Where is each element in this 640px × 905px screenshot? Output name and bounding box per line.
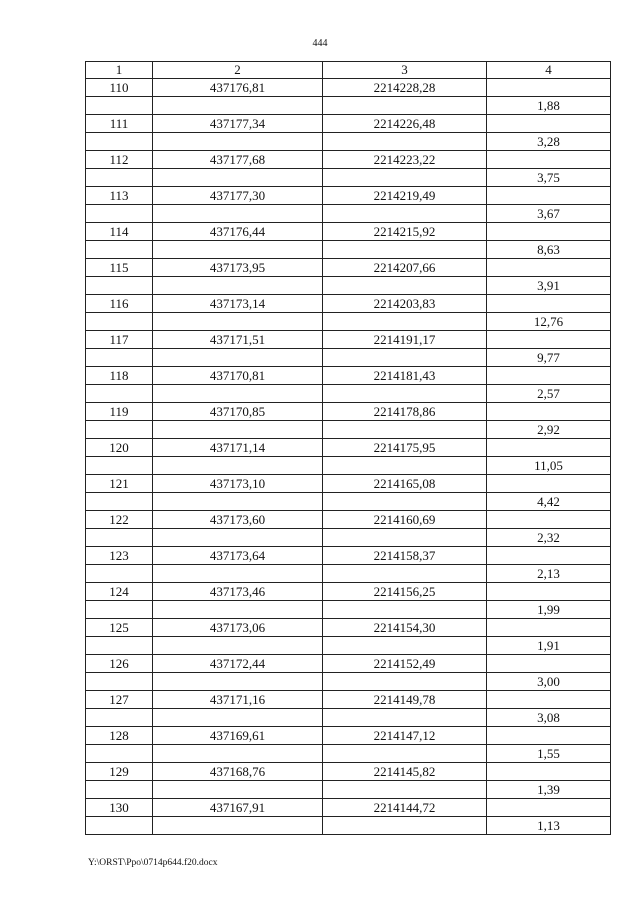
table-row [86, 385, 611, 403]
table-row [86, 313, 611, 331]
table-cell: 437169,61 [153, 727, 323, 745]
table-cell: 123 [86, 547, 153, 565]
table-cell [323, 205, 487, 223]
table-cell [487, 295, 611, 313]
table-row [86, 367, 611, 385]
table-cell: 437177,34 [153, 115, 323, 133]
table-cell: 2214228,28 [323, 79, 487, 97]
column-header: 1 [86, 62, 153, 79]
table-cell [153, 241, 323, 259]
table-cell: 2,32 [487, 529, 611, 547]
table-cell [153, 277, 323, 295]
table-cell: 2214144,72 [323, 799, 487, 817]
table-cell: 1,13 [487, 817, 611, 835]
table-cell: 112 [86, 151, 153, 169]
table-cell [487, 187, 611, 205]
table-cell [153, 97, 323, 115]
table-cell [86, 133, 153, 151]
table-cell: 2214226,48 [323, 115, 487, 133]
table-cell: 120 [86, 439, 153, 457]
table-cell: 2214160,69 [323, 511, 487, 529]
table-cell [323, 385, 487, 403]
table-cell: 117 [86, 331, 153, 349]
table-row [86, 151, 611, 169]
table-cell [153, 313, 323, 331]
table-row [86, 799, 611, 817]
table-row [86, 511, 611, 529]
table-row [86, 169, 611, 187]
table-cell: 110 [86, 79, 153, 97]
table-cell [323, 709, 487, 727]
table-cell: 119 [86, 403, 153, 421]
table-cell: 2214178,86 [323, 403, 487, 421]
table-cell [86, 277, 153, 295]
table-cell: 437176,81 [153, 79, 323, 97]
table-cell [487, 331, 611, 349]
table-row [86, 547, 611, 565]
table-row [86, 691, 611, 709]
table-cell [323, 457, 487, 475]
table-row [86, 493, 611, 511]
table-cell [153, 673, 323, 691]
table-body [86, 79, 611, 835]
table-cell: 118 [86, 367, 153, 385]
table-cell [323, 313, 487, 331]
table-cell [487, 79, 611, 97]
table-cell [323, 241, 487, 259]
table-cell [153, 529, 323, 547]
table-cell: 2,92 [487, 421, 611, 439]
table-cell [153, 169, 323, 187]
table-cell [487, 115, 611, 133]
table-cell [323, 421, 487, 439]
table-cell: 437168,76 [153, 763, 323, 781]
table-cell [153, 709, 323, 727]
table-cell: 4,42 [487, 493, 611, 511]
table-cell [323, 565, 487, 583]
table-cell [487, 547, 611, 565]
table-cell [86, 709, 153, 727]
table-cell [86, 601, 153, 619]
table-cell [86, 529, 153, 547]
table-cell: 2214175,95 [323, 439, 487, 457]
column-header: 4 [487, 62, 611, 79]
table-cell: 437173,64 [153, 547, 323, 565]
table-header-row [86, 62, 611, 79]
table-cell: 1,91 [487, 637, 611, 655]
table-row [86, 295, 611, 313]
table-cell [86, 385, 153, 403]
table-row [86, 817, 611, 835]
table-cell [153, 349, 323, 367]
table-cell: 2,57 [487, 385, 611, 403]
table-cell [487, 691, 611, 709]
table-cell [86, 637, 153, 655]
table-cell: 437177,68 [153, 151, 323, 169]
table-cell [323, 529, 487, 547]
table-cell: 2214152,49 [323, 655, 487, 673]
table-cell [487, 799, 611, 817]
coordinates-table [85, 61, 611, 835]
table-cell: 3,91 [487, 277, 611, 295]
table-row [86, 475, 611, 493]
table-cell: 127 [86, 691, 153, 709]
table-row [86, 79, 611, 97]
table-cell: 437173,10 [153, 475, 323, 493]
table-cell: 126 [86, 655, 153, 673]
table-cell [153, 421, 323, 439]
table-cell: 130 [86, 799, 153, 817]
table-row [86, 223, 611, 241]
table-cell: 111 [86, 115, 153, 133]
table-cell [86, 205, 153, 223]
table-cell: 9,77 [487, 349, 611, 367]
table-cell [487, 655, 611, 673]
table-cell: 2214158,37 [323, 547, 487, 565]
table-cell [153, 637, 323, 655]
table-cell: 2214219,49 [323, 187, 487, 205]
table-cell: 1,39 [487, 781, 611, 799]
table-cell: 437172,44 [153, 655, 323, 673]
table-row [86, 529, 611, 547]
table-cell [86, 493, 153, 511]
table-cell [323, 673, 487, 691]
table-cell: 124 [86, 583, 153, 601]
table-row [86, 331, 611, 349]
table-cell: 2214191,17 [323, 331, 487, 349]
table-cell: 1,88 [487, 97, 611, 115]
table-cell [86, 781, 153, 799]
table-row [86, 583, 611, 601]
table-cell: 115 [86, 259, 153, 277]
table-cell [86, 241, 153, 259]
table-cell: 437170,81 [153, 367, 323, 385]
table-cell [487, 151, 611, 169]
table-cell [487, 403, 611, 421]
table-cell [153, 601, 323, 619]
column-header: 3 [323, 62, 487, 79]
table-row [86, 97, 611, 115]
table-cell [86, 745, 153, 763]
file-path-footer: Y:\ORST\Ppo\0714p644.f20.docx [88, 858, 218, 868]
table-cell: 2214181,43 [323, 367, 487, 385]
table-cell: 2214207,66 [323, 259, 487, 277]
table-cell: 1,99 [487, 601, 611, 619]
table-row [86, 781, 611, 799]
table-cell: 121 [86, 475, 153, 493]
table-cell: 437173,06 [153, 619, 323, 637]
table-cell: 437173,46 [153, 583, 323, 601]
table-cell [153, 565, 323, 583]
table-cell: 2,13 [487, 565, 611, 583]
table-cell: 113 [86, 187, 153, 205]
table-cell: 2214149,78 [323, 691, 487, 709]
table-cell [153, 205, 323, 223]
table-cell [487, 439, 611, 457]
table-cell [86, 421, 153, 439]
page-number: 444 [312, 38, 328, 49]
table-cell [323, 349, 487, 367]
table-cell [487, 475, 611, 493]
table-cell: 11,05 [487, 457, 611, 475]
table-cell: 437170,85 [153, 403, 323, 421]
table-cell [323, 745, 487, 763]
table-cell: 2214203,83 [323, 295, 487, 313]
table-cell: 3,08 [487, 709, 611, 727]
table-row [86, 745, 611, 763]
table-cell: 437176,44 [153, 223, 323, 241]
table-cell: 437171,51 [153, 331, 323, 349]
table-cell [86, 673, 153, 691]
table-cell: 1,55 [487, 745, 611, 763]
table-row [86, 241, 611, 259]
table-cell: 122 [86, 511, 153, 529]
table-row [86, 619, 611, 637]
table-cell [323, 781, 487, 799]
table-cell: 3,00 [487, 673, 611, 691]
table-cell: 437171,14 [153, 439, 323, 457]
table-cell: 2214156,25 [323, 583, 487, 601]
table-row [86, 421, 611, 439]
table-cell [323, 637, 487, 655]
table-cell: 3,67 [487, 205, 611, 223]
table-row [86, 637, 611, 655]
table-cell: 125 [86, 619, 153, 637]
table-row [86, 565, 611, 583]
table-row [86, 133, 611, 151]
table-cell: 437177,30 [153, 187, 323, 205]
table-cell [487, 223, 611, 241]
table-cell [153, 385, 323, 403]
table-cell: 8,63 [487, 241, 611, 259]
table-row [86, 277, 611, 295]
table-cell [153, 493, 323, 511]
table-cell [323, 493, 487, 511]
table-row [86, 673, 611, 691]
table-cell [323, 817, 487, 835]
table-cell [487, 259, 611, 277]
table-cell [153, 781, 323, 799]
table-cell: 128 [86, 727, 153, 745]
table-cell [86, 169, 153, 187]
table-cell [323, 97, 487, 115]
table-row [86, 763, 611, 781]
table-cell [86, 565, 153, 583]
table-cell [323, 601, 487, 619]
table-cell [86, 349, 153, 367]
table-cell: 3,28 [487, 133, 611, 151]
table-cell [487, 583, 611, 601]
table-row [86, 205, 611, 223]
table-cell [323, 133, 487, 151]
table-cell: 129 [86, 763, 153, 781]
table-cell: 437171,16 [153, 691, 323, 709]
table-cell: 116 [86, 295, 153, 313]
table-row [86, 349, 611, 367]
table-cell: 3,75 [487, 169, 611, 187]
table-row [86, 115, 611, 133]
table-cell [86, 313, 153, 331]
table-cell: 2214223,22 [323, 151, 487, 169]
table-cell: 2214147,12 [323, 727, 487, 745]
table-row [86, 187, 611, 205]
table-cell [86, 457, 153, 475]
table-row [86, 403, 611, 421]
table-cell: 437173,14 [153, 295, 323, 313]
table-row [86, 655, 611, 673]
table-cell: 437167,91 [153, 799, 323, 817]
table-cell [153, 457, 323, 475]
table-cell [487, 727, 611, 745]
table-cell: 2214215,92 [323, 223, 487, 241]
table-row [86, 439, 611, 457]
table-cell: 114 [86, 223, 153, 241]
table-cell: 2214165,08 [323, 475, 487, 493]
table-row [86, 601, 611, 619]
table-cell [487, 367, 611, 385]
table-cell [153, 817, 323, 835]
table-cell: 437173,60 [153, 511, 323, 529]
table-cell: 437173,95 [153, 259, 323, 277]
column-header: 2 [153, 62, 323, 79]
table-cell [153, 745, 323, 763]
table-cell [487, 763, 611, 781]
table-cell: 2214154,30 [323, 619, 487, 637]
table-cell: 2214145,82 [323, 763, 487, 781]
table-row [86, 259, 611, 277]
table-cell [86, 97, 153, 115]
table-cell [487, 619, 611, 637]
table-cell: 12,76 [487, 313, 611, 331]
table-row [86, 727, 611, 745]
table-row [86, 709, 611, 727]
table-row [86, 457, 611, 475]
table-cell [323, 277, 487, 295]
table-cell [487, 511, 611, 529]
table-cell [86, 817, 153, 835]
table-cell [153, 133, 323, 151]
table-cell [323, 169, 487, 187]
